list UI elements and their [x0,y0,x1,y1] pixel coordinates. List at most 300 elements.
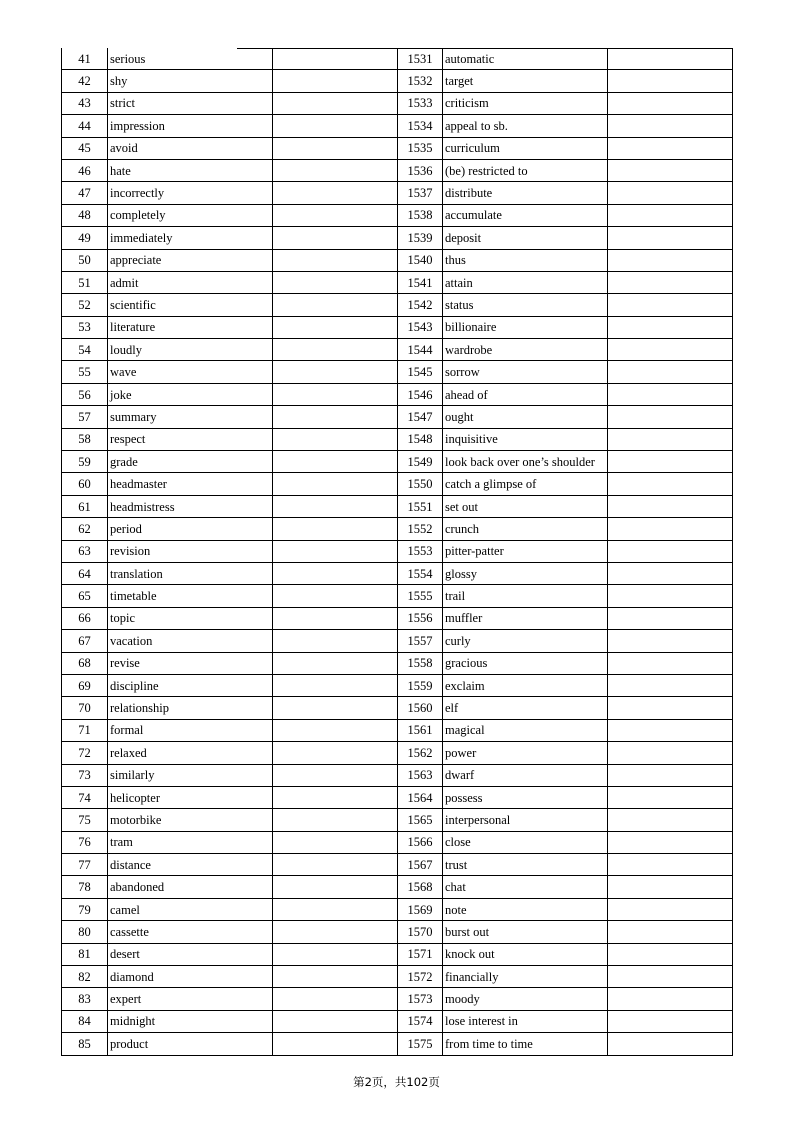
left-word-cell: relationship [108,697,273,719]
left-answer-cell [273,988,398,1010]
left-word-cell: loudly [108,339,273,361]
left-number-cell: 75 [62,809,108,831]
vocabulary-table [61,48,733,1056]
right-number-cell: 1551 [398,495,443,517]
right-number-cell: 1548 [398,428,443,450]
left-word-cell: abandoned [108,876,273,898]
right-answer-cell [608,249,733,271]
left-answer-cell [273,383,398,405]
right-number-cell: 1546 [398,383,443,405]
right-answer-cell [608,473,733,495]
left-number-cell: 76 [62,831,108,853]
right-word-cell: power [443,742,608,764]
right-word-cell: possess [443,786,608,808]
right-word-cell: elf [443,697,608,719]
right-word-cell: curriculum [443,137,608,159]
table-row [62,204,733,226]
table-row [62,428,733,450]
left-answer-cell [273,719,398,741]
left-answer-cell [273,227,398,249]
right-word-cell: muffler [443,607,608,629]
left-word-cell: tram [108,831,273,853]
left-number-cell: 43 [62,92,108,114]
left-number-cell: 44 [62,115,108,137]
right-answer-cell [608,921,733,943]
left-answer-cell [273,697,398,719]
left-word-cell: formal [108,719,273,741]
right-word-cell: magical [443,719,608,741]
right-answer-cell [608,966,733,988]
left-number-cell: 49 [62,227,108,249]
left-word-cell: strict [108,92,273,114]
right-answer-cell [608,227,733,249]
right-number-cell: 1564 [398,786,443,808]
right-number-cell: 1544 [398,339,443,361]
right-number-cell: 1562 [398,742,443,764]
left-number-cell: 63 [62,540,108,562]
table-row [62,316,733,338]
right-word-cell: glossy [443,562,608,584]
left-number-cell: 46 [62,159,108,181]
left-answer-cell [273,630,398,652]
right-number-cell: 1566 [398,831,443,853]
left-number-cell: 47 [62,182,108,204]
right-answer-cell [608,988,733,1010]
table-row [62,92,733,114]
right-answer-cell [608,1033,733,1055]
right-number-cell: 1569 [398,898,443,920]
left-answer-cell [273,361,398,383]
right-word-cell: note [443,898,608,920]
right-number-cell: 1536 [398,159,443,181]
right-answer-cell [608,876,733,898]
left-number-cell: 68 [62,652,108,674]
table-row [62,898,733,920]
right-answer-cell [608,137,733,159]
left-answer-cell [273,876,398,898]
right-number-cell: 1531 [398,48,443,70]
table-row [62,1033,733,1055]
right-word-cell: wardrobe [443,339,608,361]
left-word-cell: serious [108,48,273,70]
right-answer-cell [608,831,733,853]
table-row [62,607,733,629]
left-answer-cell [273,294,398,316]
right-word-cell: gracious [443,652,608,674]
left-answer-cell [273,159,398,181]
right-word-cell: financially [443,966,608,988]
right-answer-cell [608,316,733,338]
right-answer-cell [608,294,733,316]
table-row [62,159,733,181]
left-answer-cell [273,339,398,361]
left-number-cell: 72 [62,742,108,764]
left-number-cell: 58 [62,428,108,450]
right-answer-cell [608,159,733,181]
right-number-cell: 1554 [398,562,443,584]
right-answer-cell [608,764,733,786]
left-answer-cell [273,92,398,114]
left-answer-cell [273,831,398,853]
left-answer-cell [273,854,398,876]
right-answer-cell [608,383,733,405]
table-row [62,719,733,741]
right-number-cell: 1568 [398,876,443,898]
left-answer-cell [273,898,398,920]
right-number-cell: 1540 [398,249,443,271]
left-word-cell: immediately [108,227,273,249]
left-number-cell: 80 [62,921,108,943]
left-answer-cell [273,786,398,808]
left-word-cell: wave [108,361,273,383]
right-answer-cell [608,361,733,383]
right-number-cell: 1575 [398,1033,443,1055]
left-number-cell: 52 [62,294,108,316]
left-number-cell: 42 [62,70,108,92]
left-answer-cell [273,495,398,517]
right-word-cell: set out [443,495,608,517]
left-number-cell: 53 [62,316,108,338]
table-row [62,249,733,271]
left-answer-cell [273,249,398,271]
right-word-cell: close [443,831,608,853]
left-number-cell: 66 [62,607,108,629]
right-number-cell: 1537 [398,182,443,204]
right-number-cell: 1574 [398,1010,443,1032]
right-answer-cell [608,451,733,473]
right-word-cell: accumulate [443,204,608,226]
right-number-cell: 1539 [398,227,443,249]
table-row [62,988,733,1010]
left-number-cell: 65 [62,585,108,607]
right-number-cell: 1538 [398,204,443,226]
table-row [62,1010,733,1032]
left-answer-cell [273,451,398,473]
left-answer-cell [273,764,398,786]
left-number-cell: 70 [62,697,108,719]
right-answer-cell [608,495,733,517]
left-number-cell: 73 [62,764,108,786]
right-word-cell: interpersonal [443,809,608,831]
right-number-cell: 1555 [398,585,443,607]
left-number-cell: 55 [62,361,108,383]
left-word-cell: grade [108,451,273,473]
right-word-cell: from time to time [443,1033,608,1055]
left-word-cell: timetable [108,585,273,607]
table-row [62,48,733,70]
left-word-cell: headmistress [108,495,273,517]
left-answer-cell [273,182,398,204]
left-number-cell: 74 [62,786,108,808]
right-word-cell: (be) restricted to [443,159,608,181]
left-word-cell: hate [108,159,273,181]
left-number-cell: 60 [62,473,108,495]
table-row [62,943,733,965]
left-answer-cell [273,921,398,943]
left-answer-cell [273,115,398,137]
left-word-cell: period [108,518,273,540]
right-number-cell: 1561 [398,719,443,741]
right-answer-cell [608,339,733,361]
right-number-cell: 1549 [398,451,443,473]
left-answer-cell [273,473,398,495]
table-row [62,742,733,764]
left-number-cell: 83 [62,988,108,1010]
left-number-cell: 67 [62,630,108,652]
left-word-cell: completely [108,204,273,226]
right-answer-cell [608,204,733,226]
right-number-cell: 1565 [398,809,443,831]
left-number-cell: 77 [62,854,108,876]
right-word-cell: deposit [443,227,608,249]
left-word-cell: joke [108,383,273,405]
right-answer-cell [608,719,733,741]
table-row [62,361,733,383]
right-word-cell: knock out [443,943,608,965]
right-answer-cell [608,540,733,562]
table-row [62,854,733,876]
left-word-cell: appreciate [108,249,273,271]
left-number-cell: 69 [62,674,108,696]
right-answer-cell [608,92,733,114]
right-number-cell: 1552 [398,518,443,540]
left-word-cell: midnight [108,1010,273,1032]
left-number-cell: 48 [62,204,108,226]
table-row [62,115,733,137]
right-word-cell: lose interest in [443,1010,608,1032]
table-row [62,473,733,495]
right-number-cell: 1556 [398,607,443,629]
right-word-cell: trail [443,585,608,607]
left-number-cell: 61 [62,495,108,517]
right-word-cell: target [443,70,608,92]
table-row [62,70,733,92]
vocabulary-table-body [62,48,733,1055]
left-word-cell: admit [108,271,273,293]
table-row [62,137,733,159]
left-answer-cell [273,966,398,988]
right-number-cell: 1543 [398,316,443,338]
right-number-cell: 1532 [398,70,443,92]
table-row [62,921,733,943]
table-row [62,227,733,249]
left-answer-cell [273,428,398,450]
table-row [62,271,733,293]
left-answer-cell [273,540,398,562]
left-word-cell: similarly [108,764,273,786]
right-word-cell: distribute [443,182,608,204]
right-number-cell: 1558 [398,652,443,674]
left-word-cell: headmaster [108,473,273,495]
left-word-cell: topic [108,607,273,629]
left-number-cell: 56 [62,383,108,405]
left-word-cell: avoid [108,137,273,159]
right-word-cell: sorrow [443,361,608,383]
right-number-cell: 1560 [398,697,443,719]
right-answer-cell [608,854,733,876]
left-answer-cell [273,406,398,428]
left-number-cell: 71 [62,719,108,741]
left-answer-cell [273,562,398,584]
table-row [62,518,733,540]
left-word-cell: incorrectly [108,182,273,204]
right-answer-cell [608,786,733,808]
left-number-cell: 50 [62,249,108,271]
table-row [62,451,733,473]
left-word-cell: discipline [108,674,273,696]
left-number-cell: 51 [62,271,108,293]
right-word-cell: moody [443,988,608,1010]
right-word-cell: crunch [443,518,608,540]
right-number-cell: 1534 [398,115,443,137]
left-number-cell: 59 [62,451,108,473]
right-answer-cell [608,182,733,204]
right-number-cell: 1559 [398,674,443,696]
left-word-cell: scientific [108,294,273,316]
left-answer-cell [273,48,398,70]
left-word-cell: revise [108,652,273,674]
table-row [62,876,733,898]
right-number-cell: 1572 [398,966,443,988]
right-word-cell: curly [443,630,608,652]
left-word-cell: relaxed [108,742,273,764]
left-answer-cell [273,607,398,629]
left-answer-cell [273,271,398,293]
right-answer-cell [608,742,733,764]
right-number-cell: 1571 [398,943,443,965]
table-row [62,406,733,428]
right-answer-cell [608,674,733,696]
left-answer-cell [273,943,398,965]
right-answer-cell [608,697,733,719]
table-row [62,764,733,786]
table-row [62,495,733,517]
left-number-cell: 82 [62,966,108,988]
left-word-cell: revision [108,540,273,562]
right-word-cell: dwarf [443,764,608,786]
right-word-cell: attain [443,271,608,293]
right-answer-cell [608,630,733,652]
right-word-cell: pitter-patter [443,540,608,562]
left-answer-cell [273,137,398,159]
left-word-cell: distance [108,854,273,876]
right-number-cell: 1557 [398,630,443,652]
right-word-cell: inquisitive [443,428,608,450]
right-number-cell: 1550 [398,473,443,495]
table-row [62,786,733,808]
table-row [62,831,733,853]
table-row [62,294,733,316]
left-number-cell: 85 [62,1033,108,1055]
left-number-cell: 64 [62,562,108,584]
right-word-cell: thus [443,249,608,271]
right-answer-cell [608,809,733,831]
right-word-cell: look back over one’s shoulder [443,451,608,473]
table-row [62,585,733,607]
left-number-cell: 41 [62,48,108,70]
left-word-cell: literature [108,316,273,338]
left-word-cell: desert [108,943,273,965]
right-number-cell: 1553 [398,540,443,562]
left-number-cell: 45 [62,137,108,159]
left-word-cell: expert [108,988,273,1010]
right-word-cell: status [443,294,608,316]
table-row [62,652,733,674]
left-answer-cell [273,1010,398,1032]
left-number-cell: 81 [62,943,108,965]
left-word-cell: product [108,1033,273,1055]
left-word-cell: shy [108,70,273,92]
table-row [62,809,733,831]
right-answer-cell [608,607,733,629]
right-number-cell: 1542 [398,294,443,316]
right-answer-cell [608,652,733,674]
left-number-cell: 79 [62,898,108,920]
left-answer-cell [273,674,398,696]
right-word-cell: ahead of [443,383,608,405]
right-word-cell: criticism [443,92,608,114]
left-word-cell: camel [108,898,273,920]
left-answer-cell [273,1033,398,1055]
right-word-cell: appeal to sb. [443,115,608,137]
right-number-cell: 1573 [398,988,443,1010]
table-row [62,383,733,405]
left-word-cell: impression [108,115,273,137]
table-row [62,630,733,652]
left-word-cell: translation [108,562,273,584]
left-answer-cell [273,204,398,226]
right-word-cell: billionaire [443,316,608,338]
right-number-cell: 1541 [398,271,443,293]
left-number-cell: 54 [62,339,108,361]
right-answer-cell [608,48,733,70]
right-answer-cell [608,115,733,137]
right-word-cell: chat [443,876,608,898]
right-number-cell: 1535 [398,137,443,159]
left-word-cell: diamond [108,966,273,988]
table-row [62,540,733,562]
left-answer-cell [273,585,398,607]
right-answer-cell [608,585,733,607]
right-answer-cell [608,428,733,450]
right-answer-cell [608,271,733,293]
right-answer-cell [608,518,733,540]
left-number-cell: 78 [62,876,108,898]
right-number-cell: 1545 [398,361,443,383]
left-answer-cell [273,70,398,92]
right-answer-cell [608,898,733,920]
right-word-cell: catch a glimpse of [443,473,608,495]
table-row [62,182,733,204]
left-word-cell: summary [108,406,273,428]
right-word-cell: ought [443,406,608,428]
right-word-cell: exclaim [443,674,608,696]
left-word-cell: vacation [108,630,273,652]
left-answer-cell [273,742,398,764]
right-word-cell: burst out [443,921,608,943]
page-footer: 第2页，共102页 [353,1075,440,1089]
left-word-cell: respect [108,428,273,450]
left-number-cell: 62 [62,518,108,540]
right-number-cell: 1547 [398,406,443,428]
right-answer-cell [608,943,733,965]
table-row [62,966,733,988]
right-word-cell: trust [443,854,608,876]
left-word-cell: cassette [108,921,273,943]
left-answer-cell [273,652,398,674]
left-word-cell: helicopter [108,786,273,808]
table-row [62,339,733,361]
